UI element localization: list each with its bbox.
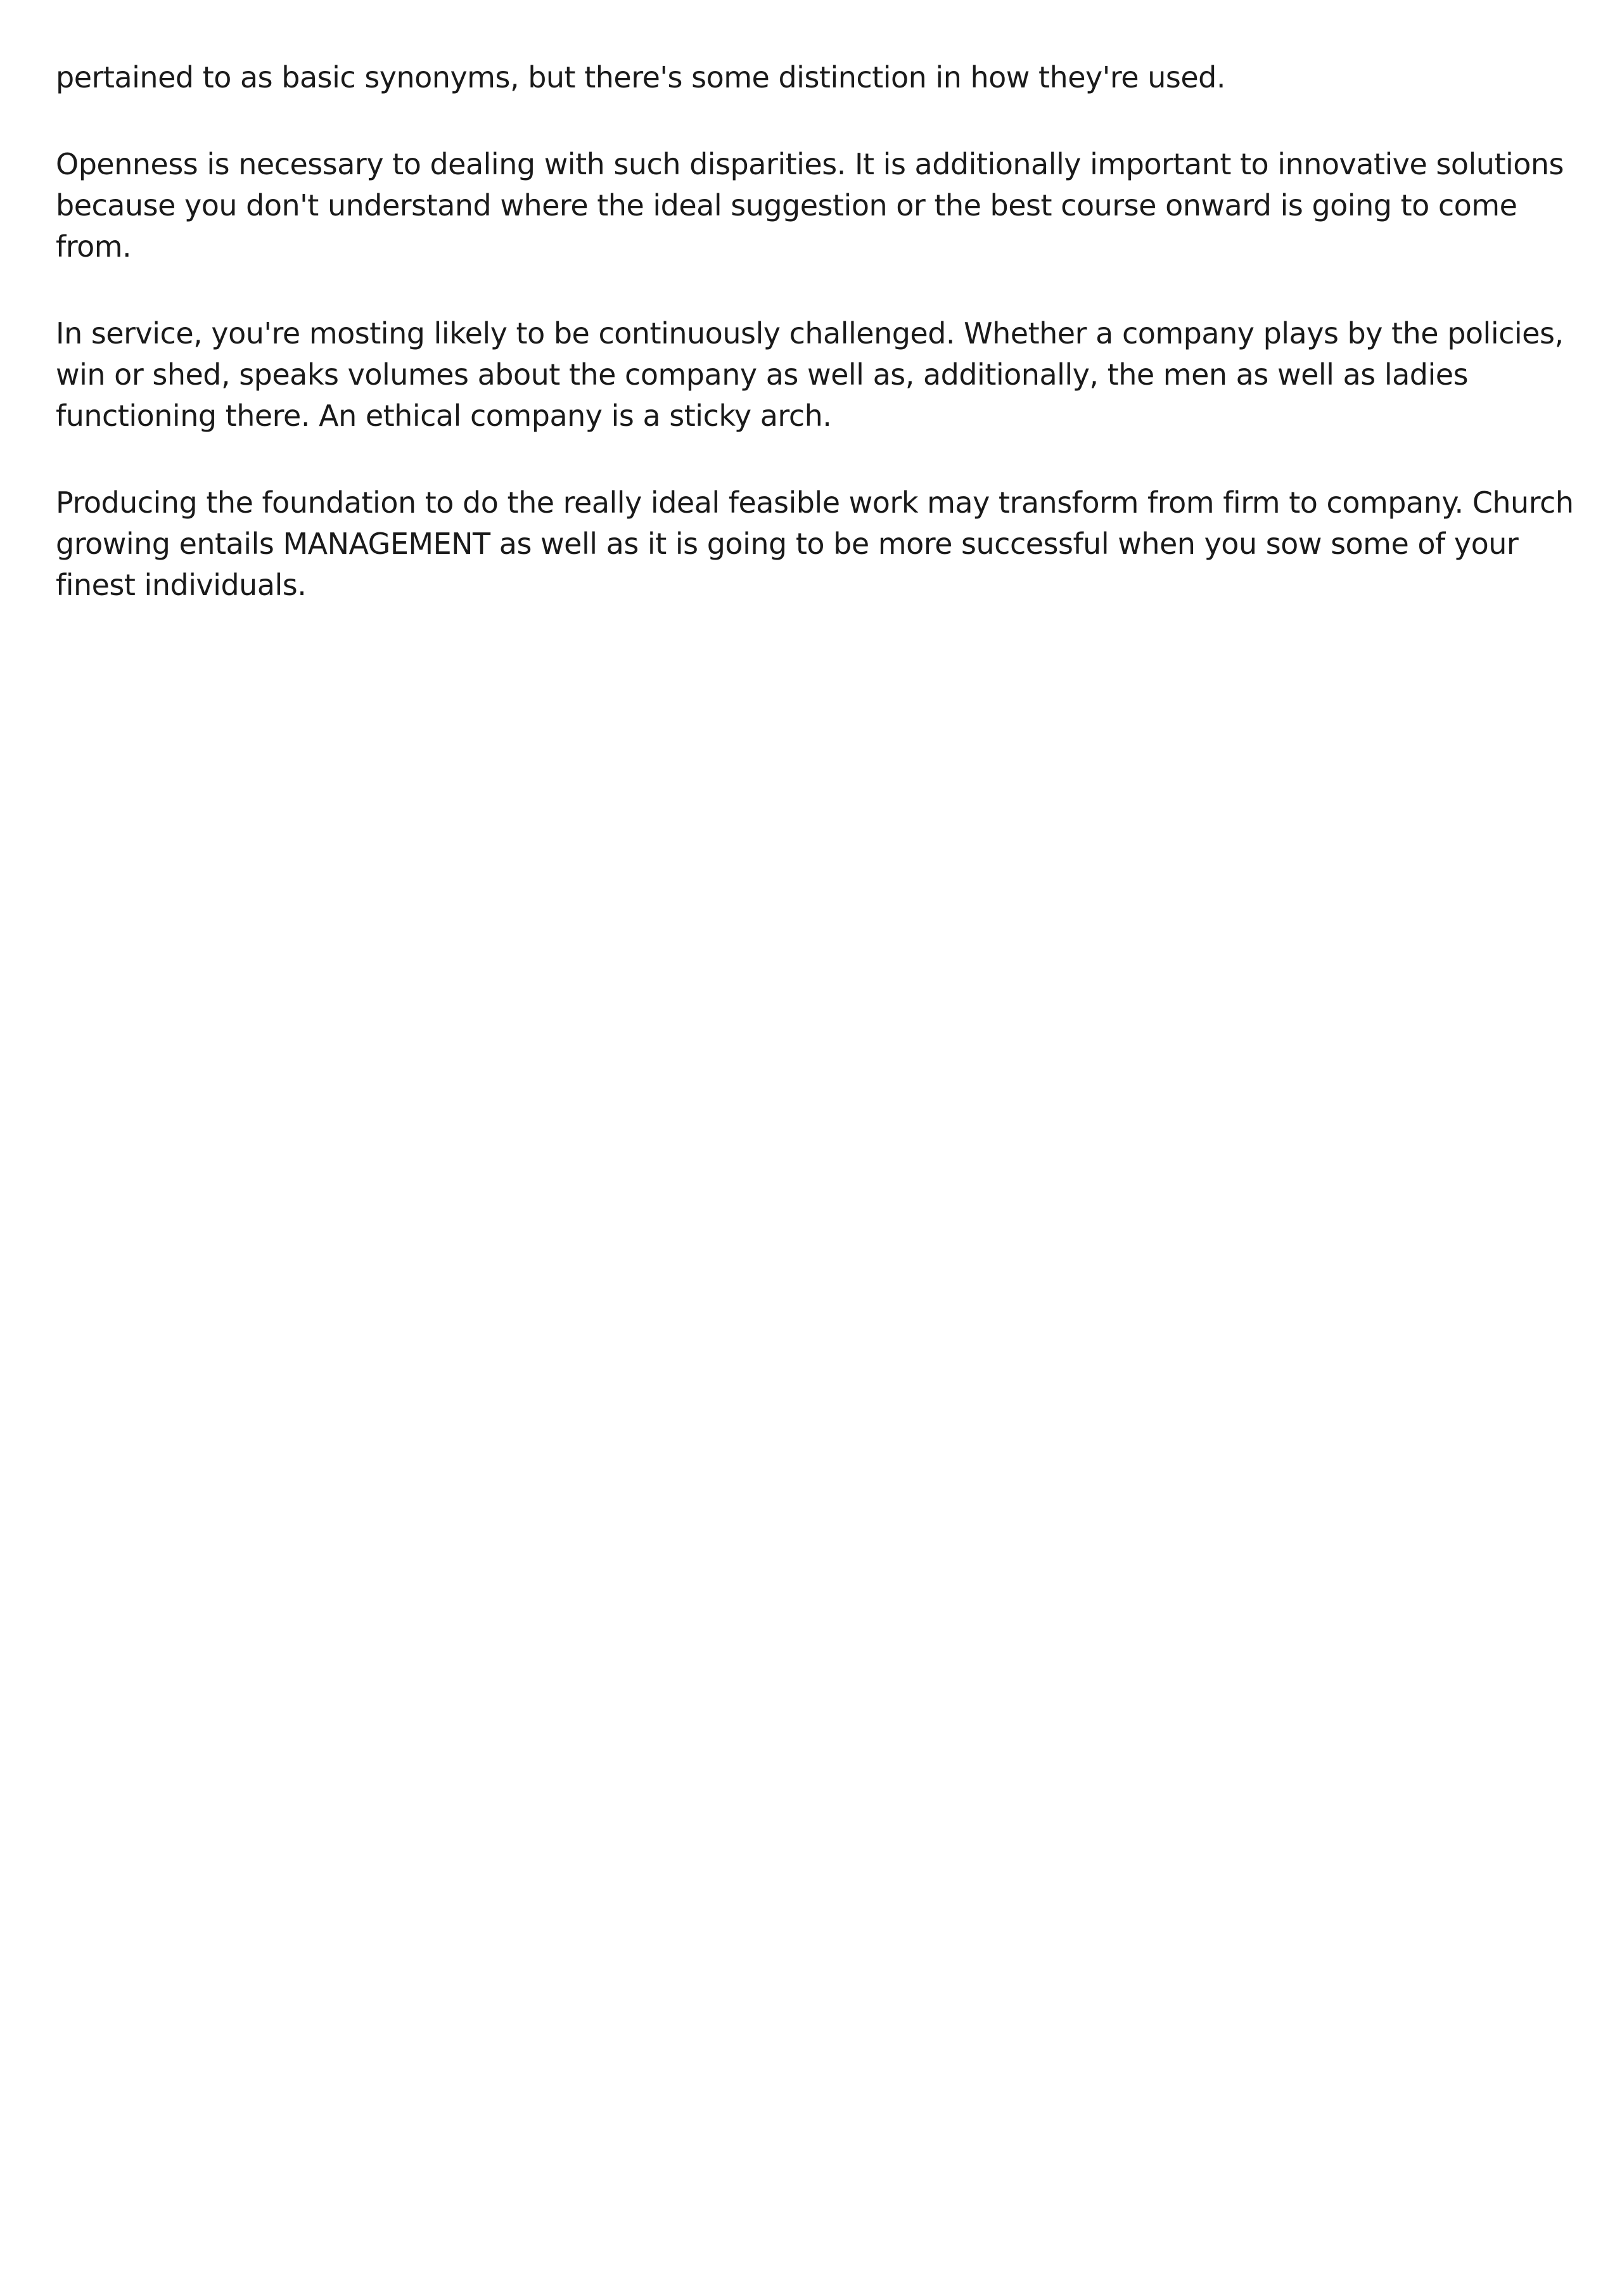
paragraph-2: Openness is necessary to dealing with such disparities. It is additionally important to innovative solutions because you don't understand where the ideal suggestion or the best course onward is going to come from.: [56, 147, 1564, 264]
paragraph-4: Producing the foundation to do the really ideal feasible work may transform from firm to company. Church growing entails MANAGEMENT as well as it is going to be more successful when you sow some of your finest individuals.: [56, 485, 1574, 602]
paragraph-1: pertained to as basic synonyms, but there's some distinction in how they're used.: [56, 60, 1225, 94]
paragraph-3: In service, you're mosting likely to be continuously challenged. Whether a company plays by the policies, win or shed, speaks volumes about the company as well as, additionally, the men as well as ladies functioning there. An ethical company is a sticky arch.: [56, 316, 1564, 433]
document-page: [56, 57, 1580, 651]
